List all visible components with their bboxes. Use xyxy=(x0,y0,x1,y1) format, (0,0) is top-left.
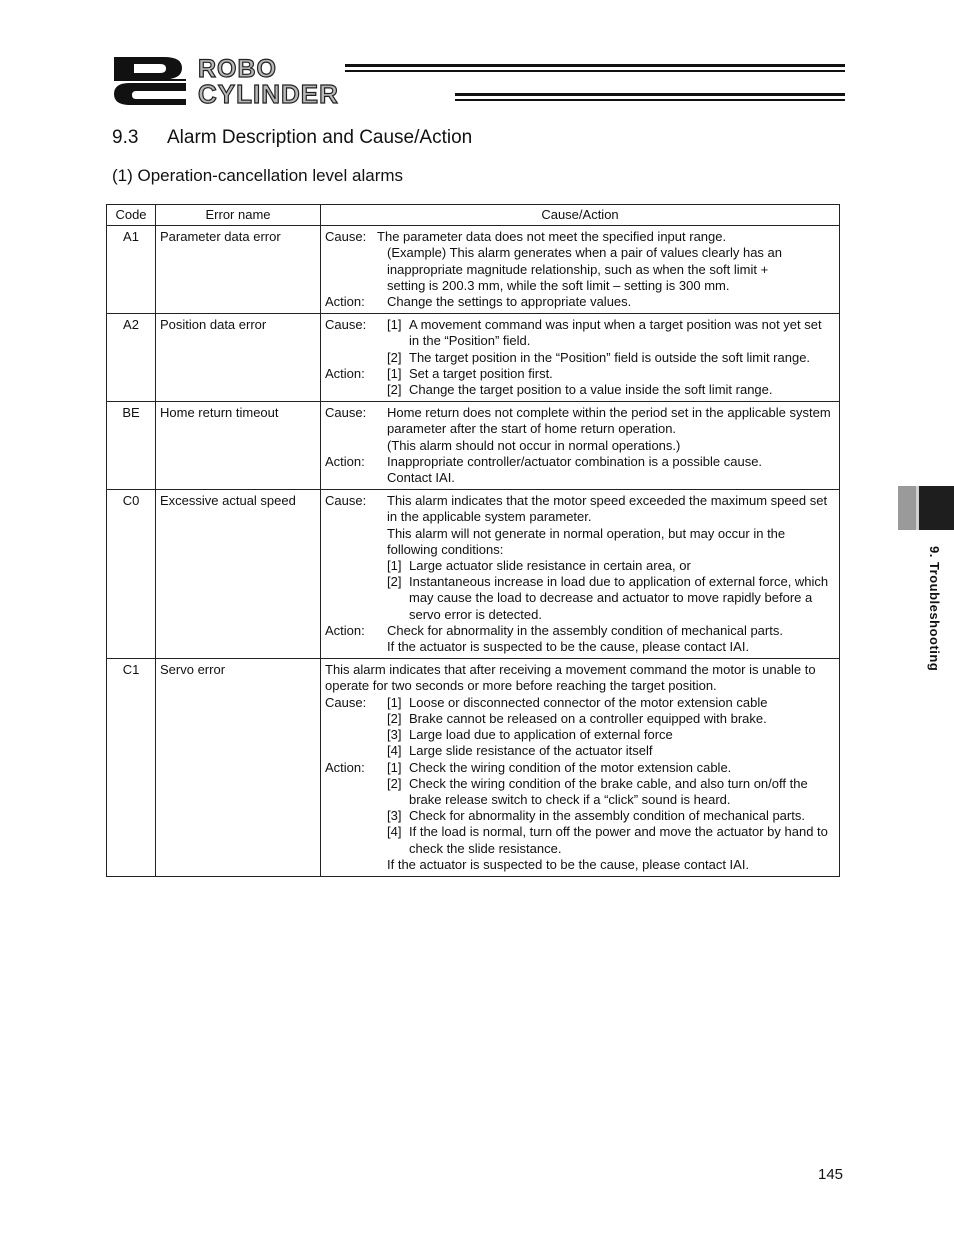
cause-text-2: This alarm will not generate in normal operation, but may occur in the following conditions: xyxy=(387,525,786,557)
list-item xyxy=(387,695,835,711)
cause-block xyxy=(387,405,835,454)
table-row xyxy=(107,314,840,402)
cause-label: Cause: xyxy=(325,317,367,333)
list-item xyxy=(387,574,835,623)
table-row xyxy=(107,402,840,490)
table-row xyxy=(107,490,840,659)
cause-action-cell xyxy=(321,402,840,490)
action-note: If the actuator is suspected to be the cause, please contact IAI. xyxy=(387,856,750,872)
action-text: Check for abnormality in the assembly condition of mechanical parts. xyxy=(387,622,783,638)
item-text: Change the target position to a value inside the soft limit range. xyxy=(409,382,773,398)
list-item xyxy=(387,743,835,759)
cause-text: This alarm indicates that the motor speed exceeded the maximum speed set in the applicable system parameter. xyxy=(387,493,828,525)
alarm-name: Parameter data error xyxy=(156,226,321,314)
cause-label: Cause: xyxy=(325,229,367,245)
item-text: The target position in the “Position” field is outside the soft limit range. xyxy=(409,349,811,365)
item-number: [4] xyxy=(387,743,402,759)
list-item xyxy=(387,382,835,398)
cause-row xyxy=(325,493,835,623)
alarm-name: Excessive actual speed xyxy=(156,490,321,659)
cause-label: Cause: xyxy=(325,694,367,710)
cause-block xyxy=(387,493,835,623)
item-number: [4] xyxy=(387,824,402,840)
rc-logo-mark-icon xyxy=(112,55,188,107)
list-item xyxy=(387,727,835,743)
alarm-code: A1 xyxy=(107,226,156,314)
item-number: [1] xyxy=(387,558,402,574)
cause-action-cell xyxy=(321,659,840,877)
chapter-side-label: 9. Troubleshooting xyxy=(927,546,942,672)
list-item xyxy=(387,808,835,824)
table-row xyxy=(107,226,840,314)
alarm-code: A2 xyxy=(107,314,156,402)
item-number: [1] xyxy=(387,317,402,333)
action-row xyxy=(325,454,835,486)
action-note: If the actuator is suspected to be the cause, please contact IAI. xyxy=(387,639,750,655)
item-text: Brake cannot be released on a controller equipped with brake. xyxy=(409,710,767,726)
cause-items xyxy=(387,695,835,760)
item-number: [2] xyxy=(387,574,402,590)
action-row xyxy=(325,366,835,398)
cause-line: inappropriate magnitude relationship, such as when the soft limit + xyxy=(387,261,769,277)
alarm-code: BE xyxy=(107,402,156,490)
section-title: Alarm Description and Cause/Action xyxy=(167,127,473,148)
item-text: Set a target position first. xyxy=(409,365,553,381)
cause-row xyxy=(325,317,835,366)
item-text: Check for abnormality in the assembly condition of mechanical parts. xyxy=(409,808,805,824)
page-number: 145 xyxy=(818,1166,844,1183)
action-label: Action: xyxy=(325,759,365,775)
list-item xyxy=(387,760,835,776)
action-label: Action: xyxy=(325,453,365,469)
item-number: [3] xyxy=(387,727,402,743)
item-text: If the load is normal, turn off the power and move the actuator by hand to check the slide resistance. xyxy=(409,824,828,856)
action-block xyxy=(387,623,835,655)
cause-row xyxy=(325,405,835,454)
item-number: [2] xyxy=(387,349,402,365)
list-item xyxy=(387,711,835,727)
item-text: A movement command was input when a target position was not yet set in the “Position” field. xyxy=(409,317,822,349)
table-header-row xyxy=(107,205,840,226)
item-text: Large actuator slide resistance in certain area, or xyxy=(409,558,691,574)
list-item xyxy=(387,558,835,574)
item-text: Large load due to application of external force xyxy=(409,727,673,743)
item-number: [2] xyxy=(387,382,402,398)
alarm-name: Home return timeout xyxy=(156,402,321,490)
alarm-code: C0 xyxy=(107,490,156,659)
alarm-code: C1 xyxy=(107,659,156,877)
list-item xyxy=(387,317,835,349)
item-number: [3] xyxy=(387,808,402,824)
header-rule-top-thin xyxy=(345,70,845,72)
action-text: Change the settings to appropriate values. xyxy=(387,294,632,310)
cause-label: Cause: xyxy=(325,405,367,421)
item-text: Large slide resistance of the actuator itself xyxy=(409,743,653,759)
section-heading xyxy=(112,127,472,149)
cause-row xyxy=(325,695,835,760)
cause-note: (This alarm should not occur in normal operations.) xyxy=(387,437,681,453)
header-rule-top xyxy=(345,64,845,67)
cause-items xyxy=(387,317,835,366)
item-number: [1] xyxy=(387,694,402,710)
item-text: Instantaneous increase in load due to application of external force, which may cause the load to decrease and actuator to move rapidly before a servo error is detected. xyxy=(409,574,829,622)
action-row xyxy=(325,760,835,873)
logo-text-cylinder: CYLINDER xyxy=(198,79,339,109)
section-number: 9.3 xyxy=(112,127,139,148)
list-item xyxy=(387,824,835,856)
alarm-name: Servo error xyxy=(156,659,321,877)
item-number: [1] xyxy=(387,759,402,775)
action-label: Action: xyxy=(325,294,365,310)
item-number: [1] xyxy=(387,365,402,381)
table-row xyxy=(107,659,840,877)
action-block xyxy=(387,454,835,486)
cause-text: The parameter data does not meet the specified input range. xyxy=(377,229,727,245)
action-note: Contact IAI. xyxy=(387,470,455,486)
header-error-name: Error name xyxy=(156,205,321,226)
alarm-table xyxy=(106,204,840,877)
cause-label: Cause: xyxy=(325,493,367,509)
item-number: [2] xyxy=(387,710,402,726)
action-row xyxy=(325,294,835,310)
action-items xyxy=(387,366,835,398)
logo-text-robo: ROBO xyxy=(198,55,277,83)
cause-text: Home return does not complete within the period set in the applicable system parameter after the start of home return operation. xyxy=(387,405,831,437)
item-text: Loose or disconnected connector of the motor extension cable xyxy=(409,694,768,710)
subsection-heading: (1) Operation-cancellation level alarms xyxy=(112,166,404,185)
action-label: Action: xyxy=(325,622,365,638)
cause-first-line xyxy=(325,229,835,245)
list-item xyxy=(387,776,835,808)
header-rule-bottom-thin xyxy=(455,99,845,101)
cause-action-cell xyxy=(321,490,840,659)
alarm-name: Position data error xyxy=(156,314,321,402)
cause-action-cell xyxy=(321,226,840,314)
action-items xyxy=(387,760,835,873)
chapter-tab-marker xyxy=(919,486,954,530)
item-text: Check the wiring condition of the motor extension cable. xyxy=(409,759,732,775)
cause-action-cell xyxy=(321,314,840,402)
header-code: Code xyxy=(107,205,156,226)
cause-line: (Example) This alarm generates when a pair of values clearly has an xyxy=(387,245,783,261)
action-text: Inappropriate controller/actuator combination is a possible cause. xyxy=(387,453,763,469)
alarm-intro: This alarm indicates that after receiving a movement command the motor is unable to operate for two seconds or more before reaching the target position. xyxy=(325,662,816,694)
list-item xyxy=(387,350,835,366)
action-label: Action: xyxy=(325,365,365,381)
action-row xyxy=(325,623,835,655)
cause-line: setting is 200.3 mm, while the soft limit – setting is 300 mm. xyxy=(387,277,730,293)
item-text: Check the wiring condition of the brake cable, and also turn on/off the brake release switch to check if a “click” sound is heard. xyxy=(409,775,808,807)
item-number: [2] xyxy=(387,775,402,791)
header-rule-bottom xyxy=(455,93,845,96)
header-cause-action: Cause/Action xyxy=(321,205,840,226)
list-item xyxy=(387,366,835,382)
